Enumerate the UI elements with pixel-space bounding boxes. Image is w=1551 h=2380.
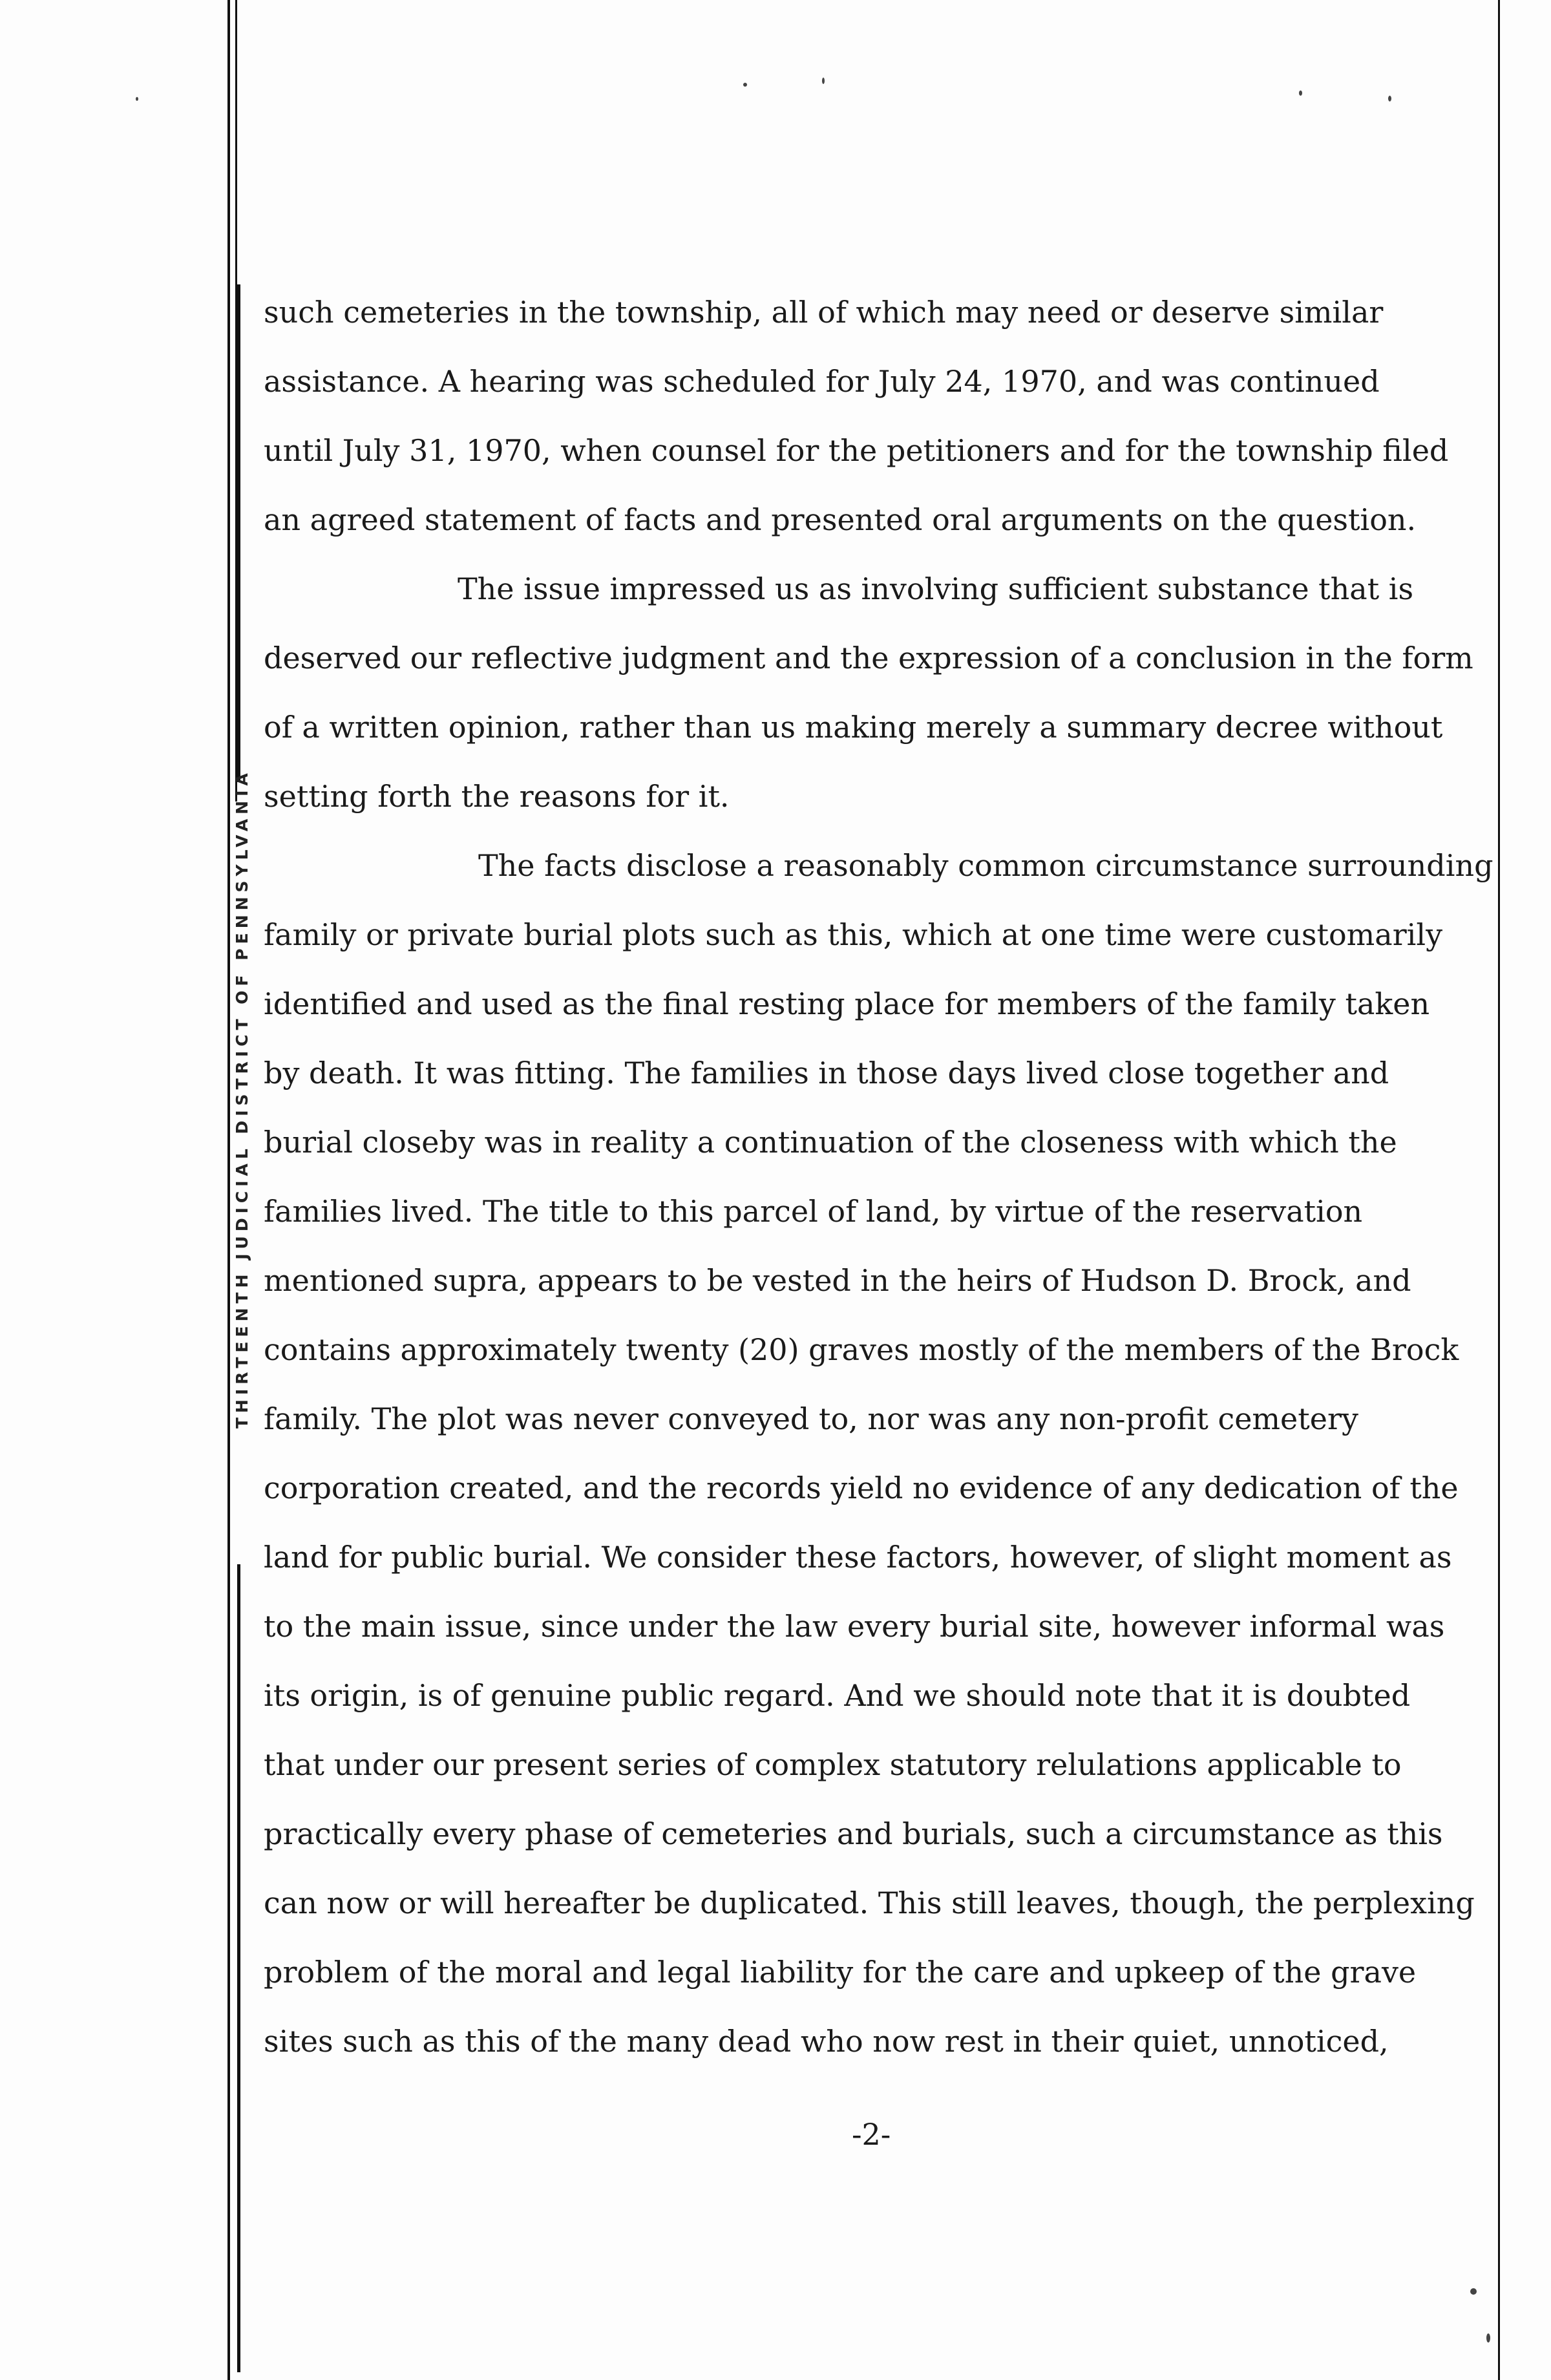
text-line: to the main issue, since under the law every burial site, however informal was (264, 1609, 1445, 1644)
text-line: corporation created, and the records yield no evidence of any dedication of the (264, 1471, 1459, 1505)
body-text (264, 278, 1492, 2076)
text-line: can now or will hereafter be duplicated. This still leaves, though, the perplexing (264, 1886, 1475, 1920)
text-line: of a written opinion, rather than us making merely a summary decree without (264, 710, 1443, 745)
paragraph-change-bar (237, 284, 240, 782)
text-line: The issue impressed us as involving sufficient substance that is (458, 571, 1414, 606)
text-line: practically every phase of cemeteries and burials, such a circumstance as this (264, 1816, 1443, 1851)
text-line: until July 31, 1970, when counsel for the petitioners and for the township filed (264, 433, 1449, 468)
scan-speck (743, 83, 747, 87)
left-margin-rule (227, 0, 230, 2380)
right-margin-rule (1498, 0, 1500, 2380)
text-line: family or private burial plots such as this, which at one time were customarily (264, 917, 1443, 952)
text-line: mentioned supra, appears to be vested in the heirs of Hudson D. Brock, and (264, 1263, 1411, 1298)
text-line: land for public burial. We consider these factors, however, of slight moment as (264, 1540, 1452, 1575)
text-line: such cemeteries in the township, all of which may need or deserve similar (264, 295, 1384, 330)
side-imprint-text: THIRTEENTH JUDICIAL DISTRICT OF PENNSYLVANIA (233, 769, 251, 1429)
text-line: contains approximately twenty (20) graves mostly of the members of the Brock (264, 1332, 1459, 1367)
text-line: by death. It was fitting. The families in those days lived close together and (264, 1056, 1389, 1090)
text-line: setting forth the reasons for it. (264, 779, 730, 814)
scan-speck (136, 97, 138, 101)
text-line: families lived. The title to this parcel of land, by virtue of the reservation (264, 1194, 1363, 1229)
scan-speck (1299, 90, 1302, 96)
scan-speck (1388, 96, 1391, 101)
paragraph-change-bar (237, 1564, 240, 2372)
scan-speck (1470, 2288, 1477, 2295)
text-line: an agreed statement of facts and presented oral arguments on the question. (264, 502, 1417, 537)
text-line: its origin, is of genuine public regard. And we should note that it is doubted (264, 1678, 1411, 1713)
page-number: -2- (852, 2117, 891, 2152)
text-line: that under our present series of complex statutory relulations applicable to (264, 1747, 1402, 1782)
scan-speck (822, 78, 825, 84)
text-line: deserved our reflective judgment and the expression of a conclusion in the form (264, 641, 1473, 675)
text-line: The facts disclose a reasonably common circumstance surrounding (478, 848, 1493, 883)
text-line: burial closeby was in reality a continuation of the closeness with which the (264, 1125, 1397, 1160)
text-line: family. The plot was never conveyed to, nor was any non-profit cemetery (264, 1401, 1358, 1436)
text-line: sites such as this of the many dead who now rest in their quiet, unnoticed, (264, 2024, 1389, 2059)
text-line: problem of the moral and legal liability for the care and upkeep of the grave (264, 1955, 1417, 1990)
text-line: assistance. A hearing was scheduled for July 24, 1970, and was continued (264, 364, 1380, 399)
scan-speck (1486, 2333, 1490, 2343)
text-line: identified and used as the final resting place for members of the family taken (264, 986, 1430, 1021)
